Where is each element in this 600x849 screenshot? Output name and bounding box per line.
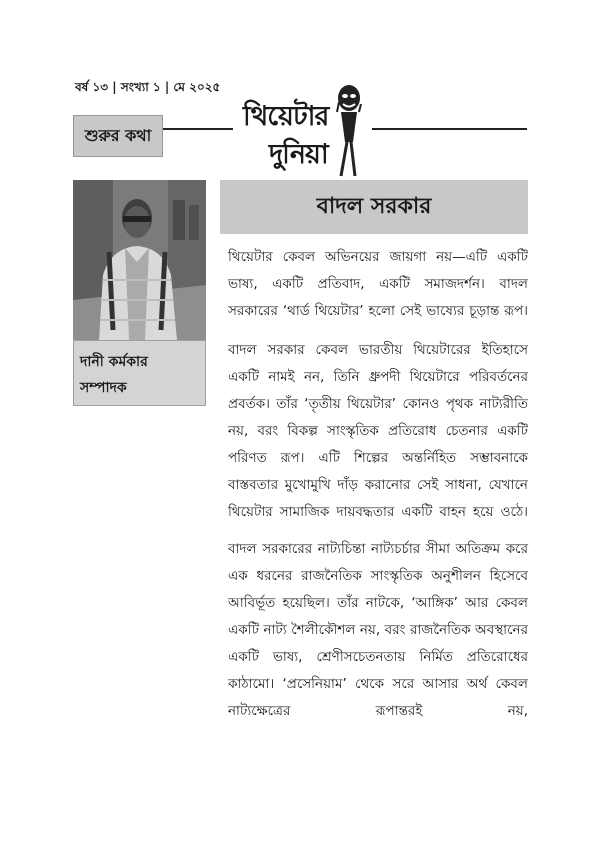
magazine-logo — [237, 82, 367, 180]
paragraph: বাদল সরকারের নাট্যচিন্তা নাট্যচর্চার সীমা অতিক্রম করে এক ধরনের রাজনৈতিক সাংস্কৃতিক অনুশীলন হিসেবে আবির্ভূত হয়েছিল। তাঁর নাটকে, ‘আঙ্গিক’ আর কেবল একটি নাট্য শৈলীকৌশল নয়, বরং রাজনৈতিক অবস্থানের একটি ভাষ্য, শ্রেণীসচেতনতায় নির্মিত প্রতিরোধের কাঠামো। ‘প্রসেনিয়াম’ থেকে সরে আসার অর্থ কেবল নাট্যক্ষেত্রের রূপান্তরই নয়, — [228, 541, 528, 719]
article-title: বাদল সরকার — [220, 180, 528, 234]
article-body — [228, 244, 528, 735]
issue-line: বর্ষ ১৩ | সংখ্যা ১ | মে ২০২৫ — [75, 80, 221, 94]
editor-credit — [73, 340, 206, 406]
editor-name: দানী কর্মকার — [80, 354, 148, 370]
logo-word-2: দুনিয়া — [269, 139, 328, 170]
section-label: শুরুর কথা — [73, 115, 163, 157]
logo-word-1: থিয়েটার — [243, 101, 329, 132]
editor-photo — [73, 180, 206, 340]
mask-figure-icon — [331, 82, 365, 178]
header-rule-left — [163, 128, 233, 130]
paragraph: বাদল সরকার কেবল ভারতীয় থিয়েটারের ইতিহাসে একটি নামই নন, তিনি ধ্রুপদী থিয়েটারে পরিবর্তনের প্রবর্তক। তাঁর ‘তৃতীয় থিয়েটার’ কোনও পৃথক নাট্যরীতি নয়, বরং বিকল্প সাংস্কৃতিক প্রতিরোধ চেতনার একটি পরিণত রূপ। এটি শিল্পের অন্তর্নিহিত সম্ভাবনাকে বাস্তবতার মুখোমুখি দাঁড় করানোর সেই সাধনা, যেখানে থিয়েটার সামাজিক দায়বদ্ধতার একটি বাহন হয়ে ওঠে। — [228, 342, 528, 520]
header-rule-right — [372, 128, 527, 130]
paragraph: থিয়েটার কেবল অভিনয়ের জায়গা নয়—এটি একটি ভাষ্য, একটি প্রতিবাদ, একটি সমাজদর্শন। বাদল সরকারের ‘থার্ড থিয়েটার’ হলো সেই ভাষ্যের চূড়ান্ত রূপ। — [228, 249, 528, 319]
editor-role: সম্পাদক — [80, 380, 127, 396]
